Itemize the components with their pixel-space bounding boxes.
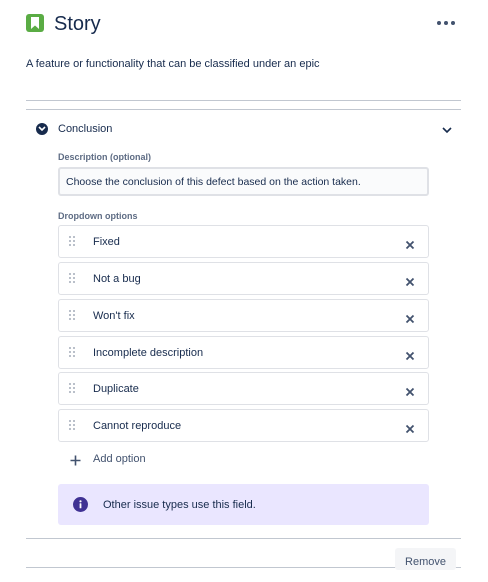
more-options-button[interactable] — [436, 16, 456, 30]
drag-handle-icon[interactable] — [69, 420, 77, 432]
close-icon[interactable] — [405, 311, 415, 321]
issue-type-header — [26, 12, 462, 36]
option-label: Incomplete description — [93, 347, 204, 359]
divider — [26, 109, 461, 110]
drag-handle-icon[interactable] — [69, 347, 77, 359]
option-label: Won't fix — [93, 310, 135, 322]
dropdown-option[interactable] — [58, 299, 429, 332]
close-icon[interactable] — [405, 384, 415, 394]
dropdown-option[interactable] — [58, 262, 429, 295]
option-label: Not a bug — [93, 273, 141, 285]
dropdown-option[interactable] — [58, 225, 429, 258]
story-bookmark-icon — [26, 14, 44, 32]
page-title: Story — [54, 13, 101, 35]
drag-handle-icon[interactable] — [69, 273, 77, 285]
info-text: Other issue types use this field. — [103, 499, 256, 511]
dropdown-option[interactable] — [58, 409, 429, 442]
description-input[interactable] — [58, 167, 429, 196]
divider — [26, 538, 461, 539]
close-icon[interactable] — [405, 237, 415, 247]
more-dot-icon — [444, 21, 448, 25]
drag-handle-icon[interactable] — [69, 310, 77, 322]
remove-button[interactable]: Remove — [395, 548, 456, 570]
issue-type-description: A feature or functionality that can be classified under an epic — [26, 58, 320, 70]
field-section-header[interactable] — [26, 120, 461, 138]
dropdown-option[interactable] — [58, 336, 429, 369]
add-option-label: Add option — [93, 453, 146, 465]
more-dot-icon — [451, 21, 455, 25]
close-icon[interactable] — [405, 421, 415, 431]
drag-handle-icon[interactable] — [69, 383, 77, 395]
drag-handle-icon[interactable] — [69, 236, 77, 248]
chevron-down-circle-icon — [36, 123, 48, 135]
dropdown-options-label: Dropdown options — [58, 211, 138, 221]
close-icon[interactable] — [405, 348, 415, 358]
option-label: Fixed — [93, 236, 120, 248]
plus-icon — [70, 453, 81, 464]
option-label: Duplicate — [93, 383, 139, 395]
close-icon[interactable] — [405, 274, 415, 284]
divider — [26, 100, 461, 101]
option-label: Cannot reproduce — [93, 420, 182, 432]
description-field-label: Description (optional) — [58, 152, 151, 162]
chevron-down-icon[interactable] — [441, 123, 453, 135]
more-dot-icon — [437, 21, 441, 25]
info-icon — [73, 497, 88, 512]
info-message — [58, 484, 429, 525]
dropdown-option[interactable] — [58, 372, 429, 405]
section-label: Conclusion — [58, 123, 113, 135]
